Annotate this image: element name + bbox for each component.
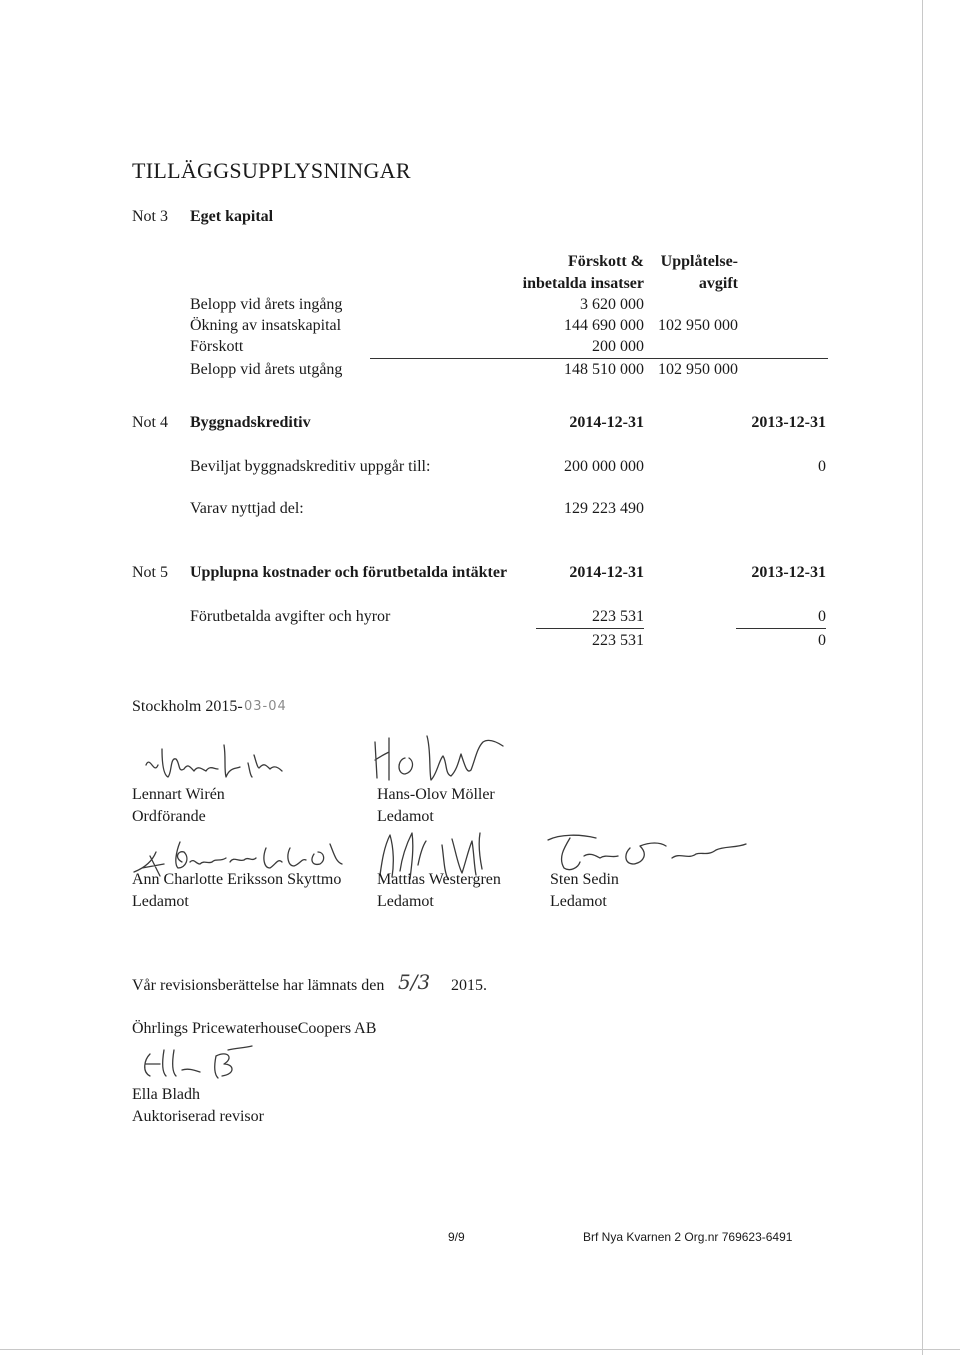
not3-row-label: Förskott: [190, 338, 244, 355]
footer-page-number: 9/9: [448, 1230, 465, 1244]
signatory-role: Ordförande: [132, 808, 206, 825]
not3-number: Not 3: [132, 208, 168, 225]
signature-hans-olov-moller: [365, 730, 525, 790]
not5-col1-header: 2014-12-31: [569, 564, 644, 581]
not5-sum-rule-col2: [736, 628, 826, 629]
not5-row-col1: 223 531: [592, 608, 644, 625]
not5-heading: Upplupna kostnader och förutbetalda intäkter: [190, 564, 508, 581]
not3-total-label: Belopp vid årets utgång: [190, 361, 343, 378]
page-title: TILLÄGGSUPPLYSNINGAR: [132, 158, 411, 183]
signature-ella-bladh: [136, 1040, 266, 1084]
audit-firm: Öhrlings PricewaterhouseCoopers AB: [132, 1020, 377, 1037]
signatory-role: Ledamot: [132, 893, 189, 910]
not5-number: Not 5: [132, 564, 168, 581]
not4-col1-header: 2014-12-31: [569, 414, 644, 431]
footer-org: Brf Nya Kvarnen 2 Org.nr 769623-6491: [583, 1230, 793, 1244]
not5-total-col2: 0: [818, 632, 826, 649]
not5-col2-header: 2013-12-31: [751, 564, 826, 581]
signatory-name: Mattias Westergren: [377, 871, 501, 888]
auditor-title: Auktoriserad revisor: [132, 1108, 264, 1125]
signature-lennart-wiren: [140, 735, 320, 785]
not3-row-label: Ökning av insatskapital: [190, 317, 342, 334]
not5-sum-rule-col1: [536, 628, 644, 629]
not4-row-col1: 129 223 490: [564, 500, 644, 517]
signatory-name: Lennart Wirén: [132, 786, 225, 803]
not3-row-col1: 200 000: [592, 338, 644, 355]
not5-row-label: Förutbetalda avgifter och hyror: [190, 608, 391, 625]
not3-col2-header: Upplåtelse-: [660, 253, 738, 270]
not4-number: Not 4: [132, 414, 168, 431]
auditor-name: Ella Bladh: [132, 1086, 200, 1103]
not3-heading: Eget kapital: [190, 208, 274, 225]
not3-col1-header: Förskott &: [568, 253, 644, 270]
not3-sum-rule: [370, 358, 828, 359]
signatory-role: Ledamot: [377, 893, 434, 910]
place-date-handwritten: 03-04: [244, 699, 287, 714]
not4-col2-header: 2013-12-31: [751, 414, 826, 431]
audit-statement: Vår revisionsberättelse har lämnats den: [132, 977, 385, 994]
signatory-name: Hans-Olov Möller: [377, 786, 495, 803]
not4-row-label: Varav nyttjad del:: [190, 500, 304, 517]
not4-row-col2: 0: [818, 458, 826, 475]
not3-col2-header-2: avgift: [698, 275, 738, 292]
not3-total-col1: 148 510 000: [564, 361, 644, 378]
not3-row-col2: 102 950 000: [658, 317, 738, 334]
not4-heading: Byggnadskreditiv: [190, 414, 311, 431]
not5-total-col1: 223 531: [592, 632, 644, 649]
not3-total-col2: 102 950 000: [658, 361, 738, 378]
signatory-role: Ledamot: [377, 808, 434, 825]
audit-year: 2015.: [451, 977, 487, 994]
not4-row-label: Beviljat byggnadskreditiv uppgår till:: [190, 458, 431, 475]
signatory-role: Ledamot: [550, 893, 607, 910]
signatory-name: Sten Sedin: [550, 871, 619, 888]
not3-row-col1: 144 690 000: [564, 317, 644, 334]
scan-edge-right: [922, 0, 923, 1355]
signatory-name: Ann Charlotte Eriksson Skyttmo: [132, 871, 342, 888]
not3-col1-header-2: inbetalda insatser: [522, 275, 644, 292]
not5-row-col2: 0: [818, 608, 826, 625]
not3-row-label: Belopp vid årets ingång: [190, 296, 343, 313]
place-date: Stockholm 2015-: [132, 698, 243, 715]
scan-edge-bottom: [0, 1349, 960, 1350]
audit-date-handwritten: 5/3: [398, 970, 431, 994]
not3-row-col1: 3 620 000: [580, 296, 644, 313]
not4-row-col1: 200 000 000: [564, 458, 644, 475]
